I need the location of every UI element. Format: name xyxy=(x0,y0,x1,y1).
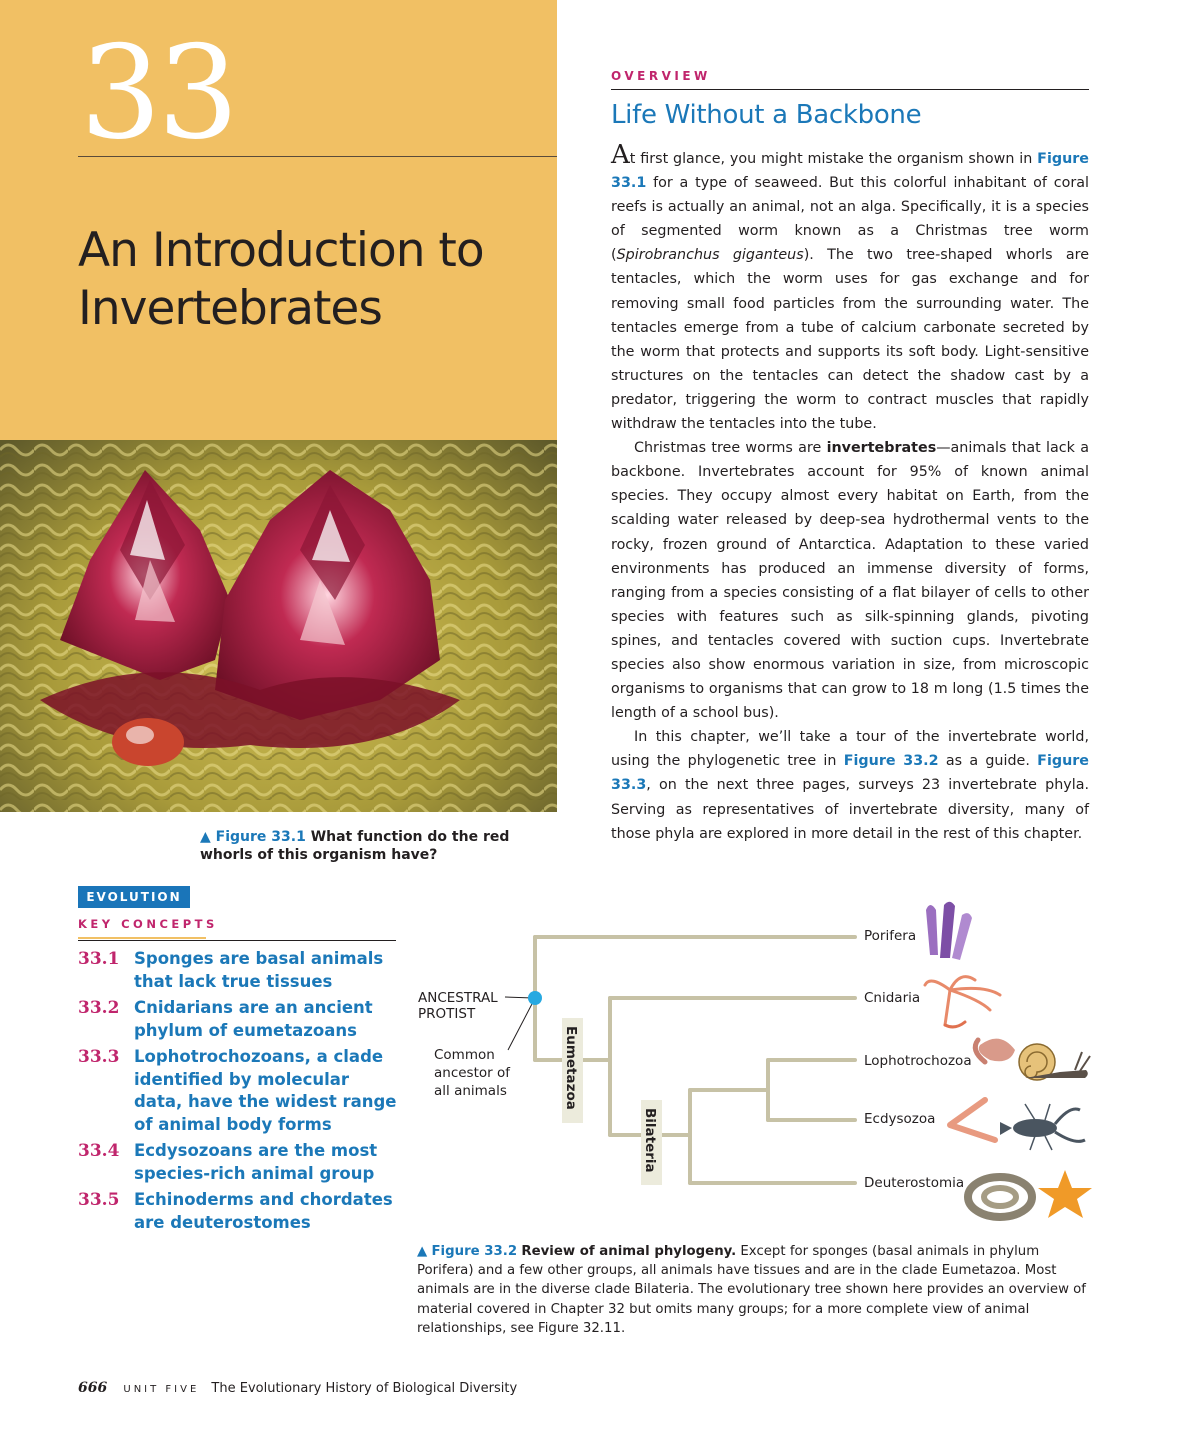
figure-33-2-link[interactable]: Figure 33.2 xyxy=(843,753,939,770)
key-concept-text: Cnidarians are an ancient phylum of eumetazoans xyxy=(134,998,373,1040)
key-concept-text: Sponges are basal animals that lack true tissues xyxy=(134,949,384,991)
common-ancestor-node xyxy=(528,991,542,1005)
species-name: Spirobranchus giganteus xyxy=(616,247,804,264)
key-concepts-list xyxy=(78,948,398,1238)
paragraph-1 xyxy=(611,140,1089,436)
bilateria-label: Bilateria xyxy=(642,1108,658,1173)
key-concepts-heading: KEY CONCEPTS xyxy=(78,917,218,931)
text-run: for a type of seaweed. But this colorful inhabitant of coral reefs is actually an animal, not an alga. Specifically, it is a species of segmented worm known as a Christmas tree worm ( xyxy=(611,175,1089,264)
snake-and-starfish-icon xyxy=(968,1170,1092,1218)
taxon-ecdysozoa: Ecdysozoa xyxy=(864,1111,936,1127)
overview-body xyxy=(611,140,1089,846)
key-concept-text: Echinoderms and chordates are deuterostomes xyxy=(134,1190,393,1232)
page-number: 666 xyxy=(78,1380,108,1396)
banner-curve xyxy=(0,380,557,460)
text-run: t first glance, you might mistake the organism shown in xyxy=(629,151,1038,167)
eumetazoa-label: Eumetazoa xyxy=(563,1026,579,1110)
banner-rule xyxy=(78,156,557,157)
overview-rule xyxy=(611,89,1089,90)
key-concept-item[interactable] xyxy=(78,1140,398,1185)
common-ancestor-connector xyxy=(508,1002,533,1050)
key-concepts-rule xyxy=(78,940,396,941)
chapter-banner xyxy=(0,0,557,440)
text-run: , on the next three pages, surveys 23 invertebrate phyla. Serving as representatives of invertebrate diversity, many of those phyla are explored in more detail in the rest of this chapter. xyxy=(611,777,1089,842)
key-concept-item[interactable] xyxy=(78,948,398,993)
key-concept-number: 33.3 xyxy=(78,1047,120,1067)
text-run: as a guide. xyxy=(938,753,1038,770)
text-run: ). The two tree-shaped whorls are tentacles, which the worm uses for gas exchange and for removing small food particles from the surrounding water. The tentacles emerge from a tube of calcium carbonate secreted by the worm that protects and supports its soft body. Light-sensitive structures on the tentacles can detect the shadow cast by a predator, triggering the worm to contract muscles that rapidly withdraw the tentacles into the tube. xyxy=(611,247,1089,433)
figure-33-1-caption xyxy=(200,828,550,864)
figure-33-1-label[interactable]: Figure 33.1 xyxy=(215,829,306,845)
key-term: invertebrates xyxy=(826,440,937,457)
text-run: —animals that lack a backbone. Invertebrates account for 95% of known animal species. They occupy almost every habitat on Earth, from the scalding water released by deep-sea hydrothermal vents to the rocky, frozen ground of Antarctica. Adaptation to these varied environments has produced an immense diversity of forms, ranging from a species consisting of a flat bilayer of cells to other species with features such as silk-spinning glands, pivoting spines, and tentacles covered with suction cups. Invertebrate species also show enormous variation in size, from microscopic organisms to organisms that can grow to 18 m long (1.5 times the length of a school bus). xyxy=(611,440,1089,722)
dropcap: A xyxy=(611,140,630,170)
figure-33-2-text: Except for sponges (basal animals in phylum Porifera) and a few other groups, all animals have tissues and are in the clade Eumetazoa. Most animals are in the diverse clade Bilateria. The evolutionary tree shown here provides an overview of material covered in Chapter 32 but omits many groups; for a more complete view of animal relationships, see Figure 32.11. xyxy=(417,1244,1086,1336)
text-run: In this chapter, we’ll take a tour of the invertebrate world, using the phylogenetic tree in xyxy=(611,729,1089,770)
nematode-and-lobster-icon xyxy=(950,1100,1085,1150)
key-concept-text: Ecdysozoans are the most species-rich animal group xyxy=(134,1141,378,1183)
evolution-tag: EVOLUTION xyxy=(78,886,190,908)
key-concepts-underline xyxy=(78,937,206,939)
figure-33-3-link[interactable]: Figure 33.3 xyxy=(611,753,1089,794)
key-concept-number: 33.1 xyxy=(78,949,120,969)
key-concept-item[interactable] xyxy=(78,1046,398,1136)
unit-label: UNIT FIVE xyxy=(123,1384,200,1395)
overview-title: Life Without a Backbone xyxy=(611,100,922,130)
key-concept-number: 33.5 xyxy=(78,1190,120,1210)
key-concept-text: Lophotrochozoans, a clade identified by molecular data, have the widest range of animal body forms xyxy=(134,1047,397,1134)
triangle-icon: ▲ xyxy=(200,829,211,845)
taxon-lophotrochozoa: Lophotrochozoa xyxy=(864,1053,972,1069)
common-ancestor-label: Common xyxy=(434,1047,495,1063)
ancestral-label: ANCESTRAL xyxy=(418,990,498,1006)
taxon-deuterostomia: Deuterostomia xyxy=(864,1175,965,1191)
overview-label: OVERVIEW xyxy=(611,69,711,83)
key-concept-number: 33.2 xyxy=(78,998,120,1018)
figure-33-2-caption xyxy=(417,1242,1093,1338)
common-ancestor-label: all animals xyxy=(434,1083,507,1099)
sponge-icon xyxy=(926,902,972,960)
key-concept-number: 33.4 xyxy=(78,1141,120,1161)
taxon-cnidaria: Cnidaria xyxy=(864,990,921,1006)
taxon-porifera: Porifera xyxy=(864,928,917,944)
cnidarian-icon xyxy=(925,977,1000,1027)
chapter-title: An Introduction to Invertebrates xyxy=(78,223,484,336)
paragraph-2 xyxy=(611,436,1089,725)
unit-title: The Evolutionary History of Biological Diversity xyxy=(211,1381,518,1396)
paragraph-3 xyxy=(611,725,1089,845)
annelid-and-snail-icon xyxy=(975,1039,1090,1080)
phylogeny-tree xyxy=(400,890,1120,1230)
text-run: Christmas tree worms are xyxy=(634,440,827,457)
figure-33-2-title: Review of animal phylogeny. xyxy=(521,1244,737,1259)
figure-33-1-link[interactable]: Figure 33.1 xyxy=(611,151,1089,192)
key-concept-item[interactable] xyxy=(78,997,398,1042)
chapter-number: 33 xyxy=(80,19,235,168)
ancestral-label: PROTIST xyxy=(418,1006,476,1022)
page-footer xyxy=(78,1380,517,1396)
common-ancestor-label: ancestor of xyxy=(434,1065,510,1081)
figure-33-1-text: What function do the red whorls of this organism have? xyxy=(200,829,510,863)
figure-33-2-label[interactable]: Figure 33.2 xyxy=(431,1244,518,1259)
key-concept-item[interactable] xyxy=(78,1189,398,1234)
triangle-icon: ▲ xyxy=(417,1244,428,1259)
